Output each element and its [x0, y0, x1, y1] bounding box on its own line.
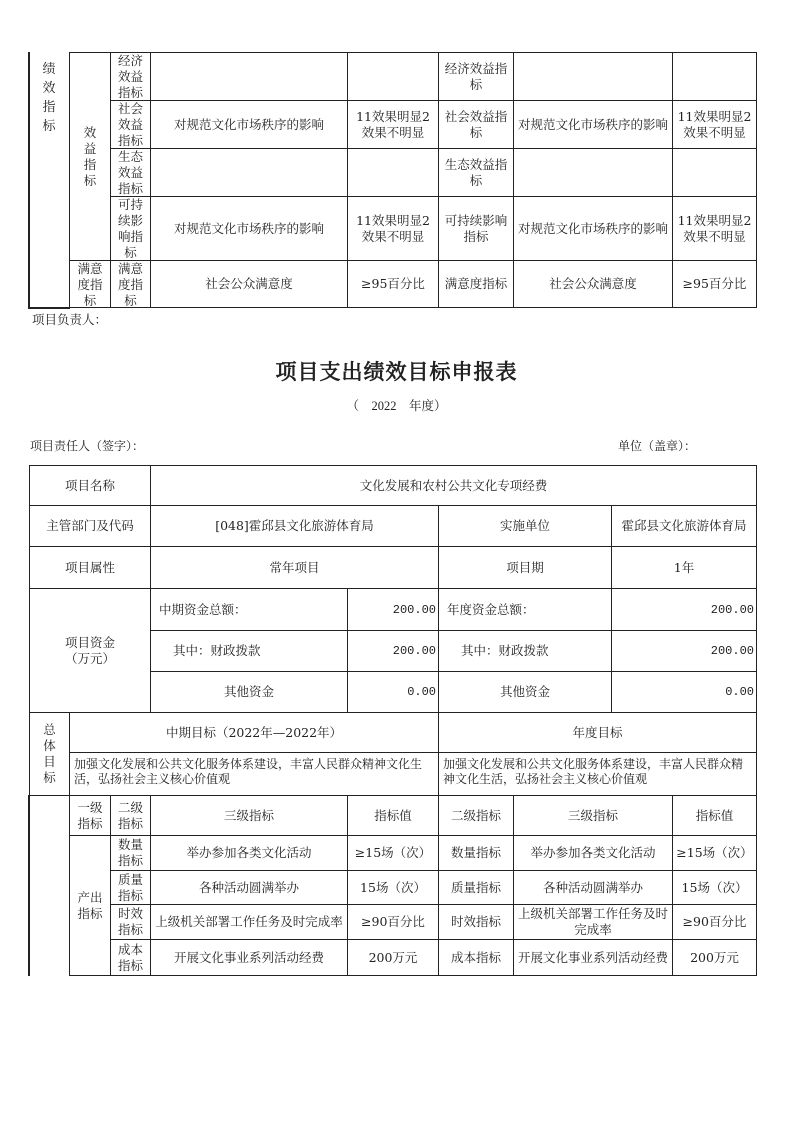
- level2-cell: 满意度指标: [110, 260, 151, 308]
- mid-fiscal-label: 其中：财政拨款: [150, 630, 348, 672]
- side-label-performance: 绩效指标: [42, 62, 56, 134]
- level3-cell: 各种活动圆满举办: [150, 870, 348, 905]
- value-cell: 11效果明显2效果不明显: [347, 196, 439, 261]
- overall-goal-label: 总体目标: [29, 712, 70, 796]
- level2-cell: 数量指标: [110, 835, 151, 871]
- level1-output: 产出指标: [69, 835, 111, 976]
- value-right-cell: [672, 148, 757, 197]
- level3-right-cell: 对规范文化市场秩序的影响: [513, 196, 673, 261]
- project-attr-value: 常年项目: [150, 546, 439, 589]
- value-cell: ≥95百分比: [347, 260, 439, 308]
- level2-cell: 成本指标: [110, 939, 151, 976]
- level2-right-cell: 数量指标: [438, 835, 514, 871]
- value-right-cell: 11效果明显2效果不明显: [672, 100, 757, 149]
- value-right-cell: [672, 52, 757, 101]
- signer-label: 项目责任人（签字）：: [30, 439, 145, 453]
- level3-cell: [150, 148, 348, 197]
- level3-right-cell: 举办参加各类文化活动: [513, 835, 673, 871]
- value-cell: [347, 148, 439, 197]
- level3-cell: 开展文化事业系列活动经费: [150, 939, 348, 976]
- form-year: （ 2022 年度）: [346, 399, 447, 413]
- project-funds-label: [29, 588, 151, 713]
- project-period-value: 1年: [611, 546, 757, 589]
- level1-satisfaction: 满意度指标: [69, 260, 111, 308]
- header-level2-right: 二级指标: [438, 795, 514, 836]
- dept-label: 主管部门及代码: [29, 505, 151, 547]
- header-level1: 一级指标: [69, 795, 111, 836]
- level2-cell: 可持续影响指标: [110, 196, 151, 261]
- value-right-cell: 200万元: [672, 939, 757, 976]
- level2-cell: 社会效益指标: [110, 100, 151, 149]
- value-right-cell: ≥15场（次）: [672, 835, 757, 871]
- mid-other-label: 其他资金: [150, 671, 348, 713]
- value-cell: 200万元: [347, 939, 439, 976]
- level2-right-cell: 时效指标: [438, 904, 514, 940]
- project-name-value: 文化发展和农村公共文化专项经费: [150, 465, 757, 506]
- level3-cell: 对规范文化市场秩序的影响: [150, 100, 348, 149]
- project-attr-label: 项目属性: [29, 546, 151, 589]
- header-level3: 三级指标: [150, 795, 348, 836]
- level3-right-cell: 开展文化事业系列活动经费: [513, 939, 673, 976]
- level2-cell: 时效指标: [110, 904, 151, 940]
- table-border: [28, 795, 30, 976]
- mid-goal-header: 中期目标（2022年—2022年）: [69, 712, 439, 753]
- header-value: 指标值: [347, 795, 439, 836]
- level3-right-cell: [513, 148, 673, 197]
- level2-right-cell: 成本指标: [438, 939, 514, 976]
- level3-cell: 对规范文化市场秩序的影响: [150, 196, 348, 261]
- mid-goal-text: 加强文化发展和公共文化服务体系建设，丰富人民群众精神文化生活，弘扬社会主义核心价值观: [69, 752, 439, 796]
- level2-cell: 质量指标: [110, 870, 151, 905]
- header-value-right: 指标值: [672, 795, 757, 836]
- year-goal-header: 年度目标: [438, 712, 757, 753]
- table-border: [28, 307, 70, 309]
- level2-cell: 生态效益指标: [110, 148, 151, 197]
- project-period-label: 项目期: [438, 546, 612, 589]
- level2-right-cell: 生态效益指标: [438, 148, 514, 197]
- level2-cell: 经济效益指标: [110, 52, 151, 101]
- mid-other-value: 0.00: [347, 671, 439, 713]
- level2-right-cell: 社会效益指标: [438, 100, 514, 149]
- value-cell: 11效果明显2效果不明显: [347, 100, 439, 149]
- level3-right-cell: 社会公众满意度: [513, 260, 673, 308]
- level3-cell: [150, 52, 348, 101]
- level3-cell: 上级机关部署工作任务及时完成率: [150, 904, 348, 940]
- dept-value: [048]霍邱县文化旅游体育局: [150, 505, 439, 547]
- value-cell: 15场（次）: [347, 870, 439, 905]
- level3-right-cell: [513, 52, 673, 101]
- year-other-label: 其他资金: [438, 671, 612, 713]
- level3-right-cell: 各种活动圆满举办: [513, 870, 673, 905]
- mid-total-value: 200.00: [347, 588, 439, 631]
- value-right-cell: ≥90百分比: [672, 904, 757, 940]
- form-title: 项目支出绩效目标申报表: [275, 360, 518, 384]
- level3-right-cell: 上级机关部署工作任务及时完成率: [513, 904, 673, 940]
- year-goal-text: 加强文化发展和公共文化服务体系建设，丰富人民群众精神文化生活，弘扬社会主义核心价值观: [438, 752, 757, 796]
- year-total-value: 200.00: [611, 588, 757, 631]
- level3-cell: 举办参加各类文化活动: [150, 835, 348, 871]
- mid-fiscal-value: 200.00: [347, 630, 439, 672]
- year-fiscal-label: 其中：财政拨款: [438, 630, 612, 672]
- level2-right-cell: 质量指标: [438, 870, 514, 905]
- project-name-label: 项目名称: [29, 465, 151, 506]
- value-cell: ≥90百分比: [347, 904, 439, 940]
- funds-label-line2: （万元）: [64, 650, 115, 666]
- level3-cell: 社会公众满意度: [150, 260, 348, 308]
- header-level2: 二级指标: [110, 795, 151, 836]
- table-border: [28, 52, 30, 308]
- unit-seal-label: 单位（盖章）：: [618, 439, 697, 453]
- value-right-cell: 11效果明显2效果不明显: [672, 196, 757, 261]
- level2-right-cell: 满意度指标: [438, 260, 514, 308]
- value-right-cell: ≥95百分比: [672, 260, 757, 308]
- impl-unit-value: 霍邱县文化旅游体育局: [611, 505, 757, 547]
- level2-right-cell: 可持续影响指标: [438, 196, 514, 261]
- level2-right-cell: 经济效益指标: [438, 52, 514, 101]
- value-cell: ≥15场（次）: [347, 835, 439, 871]
- funds-label-line1: 项目资金: [64, 634, 115, 650]
- impl-unit-label: 实施单位: [438, 505, 612, 547]
- year-other-value: 0.00: [611, 671, 757, 713]
- value-cell: [347, 52, 439, 101]
- value-right-cell: 15场（次）: [672, 870, 757, 905]
- project-leader-label: 项目负责人：: [32, 312, 108, 327]
- level1-benefit: 效益指标: [69, 52, 111, 261]
- year-fiscal-value: 200.00: [611, 630, 757, 672]
- header-level3-right: 三级指标: [513, 795, 673, 836]
- year-total-label: 年度资金总额：: [438, 588, 612, 631]
- mid-total-label: 中期资金总额：: [150, 588, 348, 631]
- level3-right-cell: 对规范文化市场秩序的影响: [513, 100, 673, 149]
